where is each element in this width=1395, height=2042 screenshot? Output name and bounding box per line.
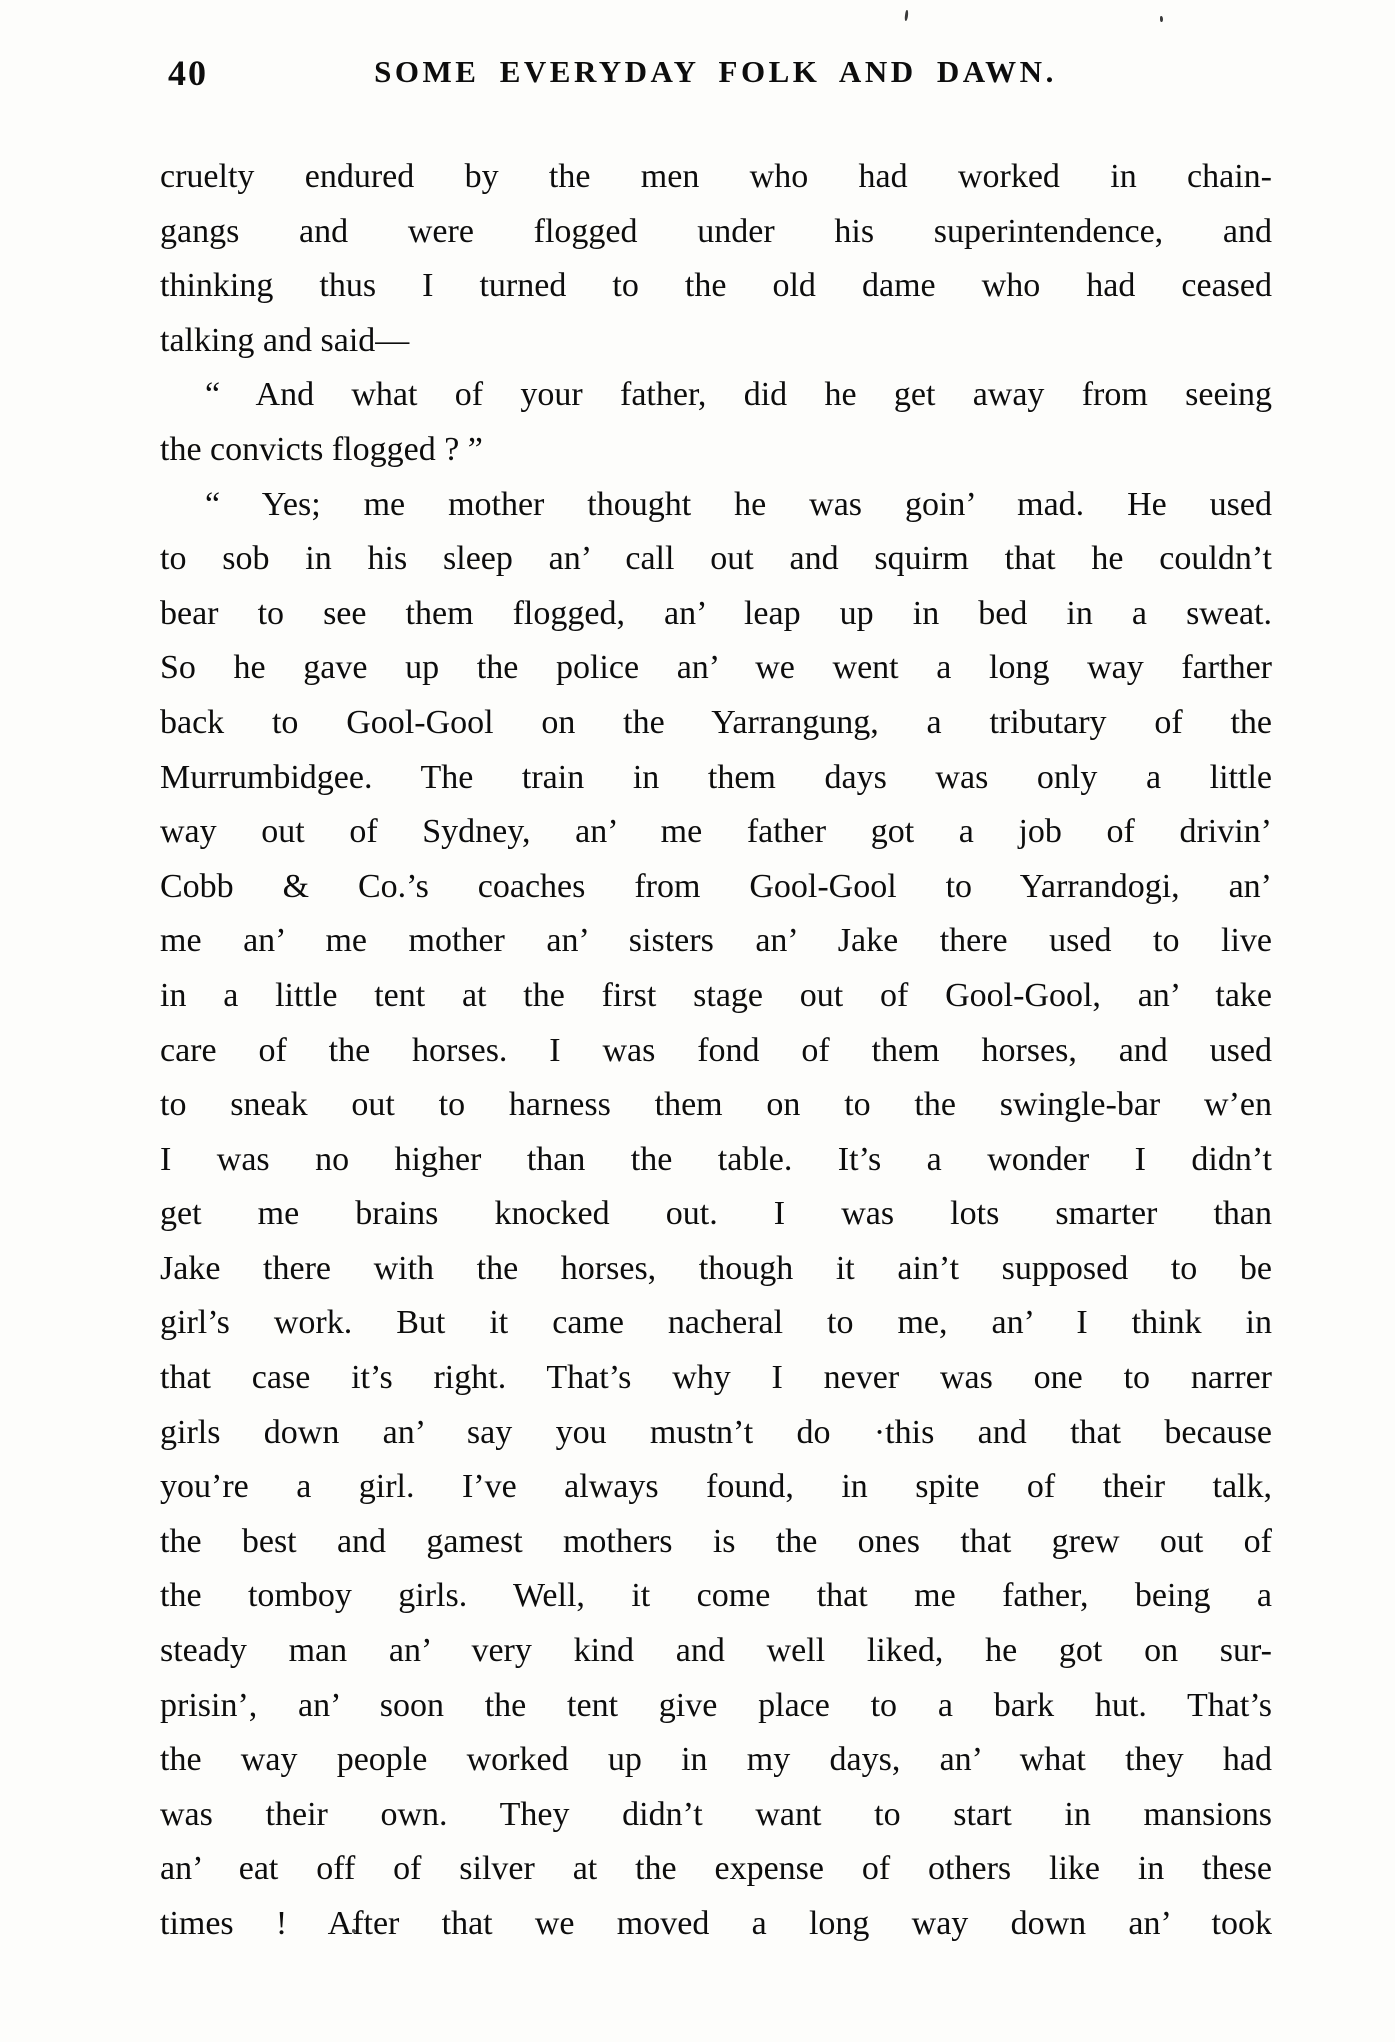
text-line: steady man an’ very kind and well liked, he got on sur- — [160, 1632, 1272, 1670]
text-line: thinking thus I turned to the old dame who had ceased — [160, 267, 1272, 305]
text-line: “ Yes; me mother thought he was goin’ mad. He used — [205, 485, 1272, 523]
text-line: in a little tent at the first stage out of Gool-Gool, an’ take — [160, 976, 1272, 1014]
text-line: bear to see them flogged, an’ leap up in bed in a sweat. — [160, 594, 1272, 632]
text-line: girl’s work. But it came nacheral to me, an’ I think in — [160, 1304, 1272, 1342]
text-line: Murrumbidgee. The train in them days was only a little — [160, 758, 1272, 796]
text-line: was their own. They didn’t want to start in mansions — [160, 1795, 1272, 1833]
text-line: to sob in his sleep an’ call out and squirm that he couldn’t — [160, 540, 1272, 578]
text-line: talking and said— — [160, 321, 410, 359]
text-line: I was no higher than the table. It’s a wonder I didn’t — [160, 1140, 1272, 1178]
running-header: SOME EVERYDAY FOLK AND DAWN. — [374, 54, 1057, 89]
text-line: the convicts flogged ? ” — [160, 430, 483, 468]
text-line: the tomboy girls. Well, it come that me father, being a — [160, 1577, 1272, 1615]
text-line: Jake there with the horses, though it ain’t supposed to be — [160, 1249, 1272, 1287]
text-line: girls down an’ say you mustn’t do ·this and that because — [160, 1413, 1272, 1451]
text-line: get me brains knocked out. I was lots smarter than — [160, 1195, 1272, 1233]
text-line: times ! After that we moved a long way down an’ took — [160, 1905, 1272, 1942]
text-line: way out of Sydney, an’ me father got a job of drivin’ — [160, 813, 1272, 851]
text-line: cruelty endured by the men who had worked in chain- — [160, 158, 1272, 195]
page-body — [160, 150, 1272, 1952]
text-line: the best and gamest mothers is the ones that grew out of — [160, 1522, 1272, 1560]
text-line: back to Gool-Gool on the Yarrangung, a tributary of the — [160, 703, 1272, 741]
page-number: 40 — [168, 53, 208, 93]
text-line: Cobb & Co.’s coaches from Gool-Gool to Yarrandogi, an’ — [160, 867, 1272, 905]
text-line: that case it’s right. That’s why I never was one to narrer — [160, 1359, 1272, 1397]
text-line: an’ eat off of silver at the expense of others like in these — [160, 1850, 1272, 1888]
scan-speck — [1160, 16, 1163, 22]
scan-speck — [904, 10, 909, 21]
text-line: to sneak out to harness them on to the swingle-bar w’en — [160, 1086, 1272, 1124]
text-line: So he gave up the police an’ we went a long way farther — [160, 649, 1272, 687]
text-line: you’re a girl. I’ve always found, in spite of their talk, — [160, 1468, 1272, 1506]
text-line: gangs and were flogged under his superintendence, and — [160, 212, 1272, 250]
text-line: care of the horses. I was fond of them horses, and used — [160, 1031, 1272, 1069]
text-line: prisin’, an’ soon the tent give place to a bark hut. That’s — [160, 1686, 1272, 1724]
text-line: me an’ me mother an’ sisters an’ Jake there used to live — [160, 922, 1272, 960]
text-line: the way people worked up in my days, an’ what they had — [160, 1741, 1272, 1779]
text-line: “ And what of your father, did he get away from seeing — [205, 376, 1272, 414]
running-head-row — [160, 52, 1271, 98]
